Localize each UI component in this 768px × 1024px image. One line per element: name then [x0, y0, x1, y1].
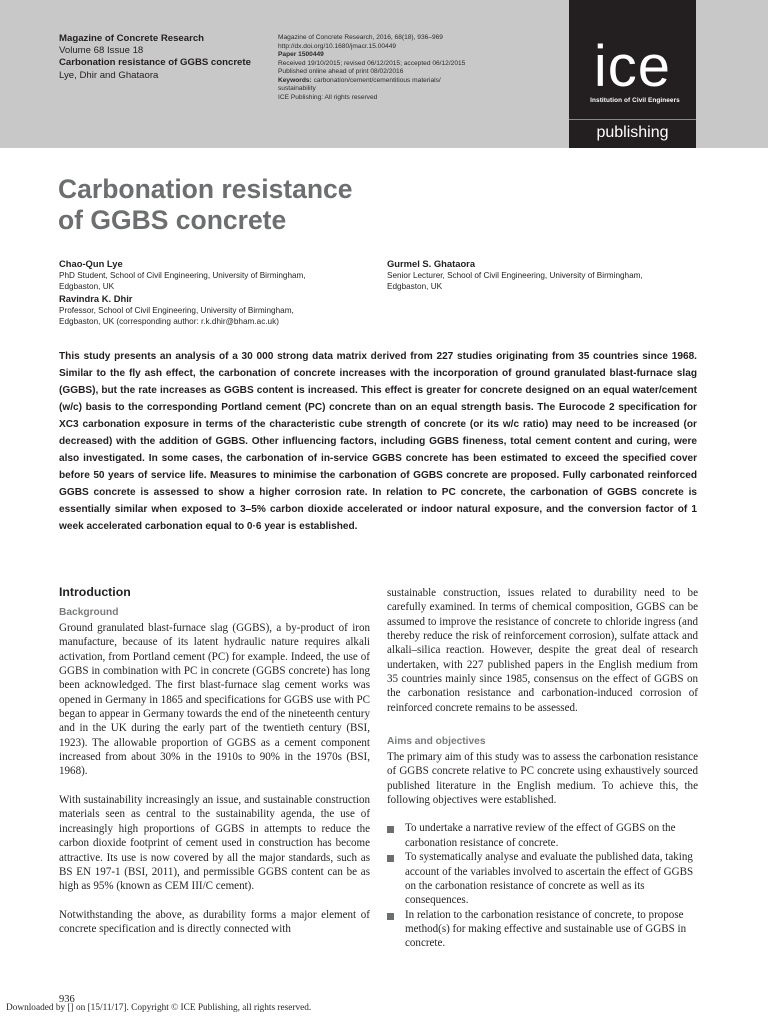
paragraph: sustainable construction, issues related to durability need to be carefully examined. In terms of chemical composition, GGBS can be assumed to improve the resistance of concrete to chloride ingress (and thereby reduce the risk of reinforcement corrosion), sulfate attack and alkali–silica reaction. However, despite the great deal of research undertaken, with 227 published papers in the English medium from 35 countries mainly since 1985, consensus on the effect of GGBS on the carbonation resistance and carbonation-induced corrosion of reinforced concrete remains to be assessed.	[387, 587, 698, 714]
received-dates: Received 19/10/2015; revised 06/12/2015; accepted 06/12/2015	[278, 59, 466, 67]
download-notice: Downloaded by [] on [15/11/17]. Copyright © ICE Publishing, all rights reserved.	[6, 1003, 312, 1013]
objective-item	[387, 850, 698, 907]
running-title: Carbonation resistance of GGBS concrete	[59, 57, 251, 69]
author-affiliation: Professor, School of Civil Engineering, University of Birmingham,	[59, 306, 294, 315]
rights-statement: ICE Publishing: All rights reserved	[278, 93, 378, 101]
keywords-line1: carbonation/cement/cementitious materials/	[313, 76, 441, 84]
paragraph: The primary aim of this study was to assess the carbonation resistance of GGBS concrete relative to PC concrete using exhaustively sourced published literature in the English medium. To achieve this, the following objectives were established.	[387, 751, 698, 807]
ice-logo-publishing: publishing	[596, 124, 669, 141]
journal-volume: Volume 68 Issue 18	[59, 45, 144, 57]
doi-link[interactable]: http://dx.doi.org/10.1680/jmacr.15.00449	[278, 42, 397, 50]
author-name: Gurmel S. Ghataora	[387, 258, 476, 269]
paragraph: With sustainability increasingly an issue, and sustainable construction materials seen as central to the sustainability agenda, the use of increasingly high proportions of GGBS in attempts to reduce the carbon dioxide footprint of cement used in construction has become attractive. Its use is now covered by all the major standards, such as BS EN 197-1 (BSI, 2011), and permissible GGBS content can be as high as 95% (known as CEM III/C cement).	[59, 794, 370, 893]
keywords-label: Keywords:	[278, 76, 312, 84]
square-bullet-icon	[387, 826, 394, 833]
author-affiliation: PhD Student, School of Civil Engineering, University of Birmingham,	[59, 271, 306, 280]
objective-text: In relation to the carbonation resistance of concrete, to propose method(s) for making effective and sustainable use of GGBS in concrete.	[405, 908, 687, 950]
ice-logo-institution: Institution of Civil Engineers	[590, 97, 680, 104]
page-number: 936	[59, 994, 75, 1005]
objective-text: To undertake a narrative review of the effect of GGBS on the carbonation resistance of concrete.	[405, 822, 676, 849]
body-column-right	[387, 586, 698, 951]
author-affiliation: Edgbaston, UK	[387, 282, 443, 292]
ice-logo-divider	[569, 119, 696, 120]
author-lye	[59, 258, 359, 293]
square-bullet-icon	[387, 913, 394, 920]
objectives-list	[387, 821, 698, 950]
keywords-line2: sustainability	[278, 85, 316, 93]
author-affiliation: Edgbaston, UK	[59, 282, 115, 292]
keywords	[278, 77, 523, 86]
author-name: Ravindra K. Dhir	[59, 293, 133, 304]
author-affiliation: Senior Lecturer, School of Civil Engineering, University of Birmingham,	[387, 271, 643, 280]
author-dhir	[59, 293, 359, 328]
ice-logo-mark: ice	[593, 34, 672, 99]
objective-item	[387, 908, 698, 951]
square-bullet-icon	[387, 855, 394, 862]
body-column-left	[59, 585, 370, 951]
section-heading-introduction: Introduction	[59, 585, 131, 599]
author-ghataora	[387, 258, 697, 293]
paper-number: Paper 1500449	[278, 51, 324, 59]
journal-name: Magazine of Concrete Research	[59, 33, 205, 44]
paragraph: Ground granulated blast-furnace slag (GGBS), a by-product of iron manufacture, because of its latent hydraulic nature requires alkali activation, from Portland cement (PC) for example. Indeed, the use of GGBS in combination with PC in concrete (GGBS concrete) has long been acknowledged. The first blast-furnace slag cement works was opened in Germany in 1865 and specifications for GGBS use with PC began to appear in Germany towards the end of the nineteenth century and in the UK during the early part of the twentieth century (BSI, 1923). The allowable proportion of GGBS as a cement component increased from about 30% in the 1910s to 90% in the 1970s (BSI, 1968).	[59, 622, 370, 778]
author-name: Chao-Qun Lye	[59, 258, 123, 269]
article-title	[58, 174, 518, 236]
subheading-aims-objectives: Aims and objectives	[387, 736, 486, 748]
abstract: This study presents an analysis of a 30 000 strong data matrix derived from 227 studies originating from 35 countries since 1968. Similar to the fly ash effect, the carbonation of concrete increases with the incorporation of ground granulated blast-furnace slag (GGBS), but the rate increases as GGBS content is increased. This effect is greater for concrete designed on an equal water/cement (w/c) basis to the corresponding Portland cement (PC) concrete than on an equal strength basis. The Eurocode 2 specification for XC3 carbonation exposure in terms of the characteristic cube strength of concrete (or its w/c ratio) may need to be increased (or decreased) with the addition of GGBS. Other influencing factors, including GGBS fineness, total cement content and curing, were also investigated. In some cases, the carbonation of in-service GGBS concrete has been estimated to exceed the specified cover before 50 years of service life. Measures to minimise the carbonation of GGBS concrete are proposed. Fully carbonated reinforced GGBS concrete is assessed to show a higher corrosion rate. In relation to PC concrete, the carbonation of GGBS concrete is essentially similar when exposed to 3–5% carbon dioxide accelerated or indoor natural exposure, and the conversion factor of 1 week accelerated carbonation equal to 0·6 year is established.	[59, 351, 697, 533]
subheading-background: Background	[59, 607, 119, 618]
journal-info	[59, 33, 269, 82]
running-authors: Lye, Dhir and Ghataora	[59, 69, 159, 81]
article-title-line1: Carbonation resistance	[58, 174, 353, 204]
objective-item	[387, 821, 698, 850]
article-metadata	[278, 34, 523, 102]
paragraph: Notwithstanding the above, as durability forms a major element of concrete specification and is directly connected with	[59, 908, 370, 936]
citation: Magazine of Concrete Research, 2016, 68(18), 936–969	[278, 34, 443, 41]
objective-text: To systematically analyse and evaluate the published data, taking account of the variables involved to ascertain the effect of GGBS on the carbonation resistance of concrete as well as its consequences.	[405, 851, 694, 907]
article-title-line2: of GGBS concrete	[58, 205, 287, 235]
author-affiliation[interactable]: Edgbaston, UK (corresponding author: r.k.dhir@bham.ac.uk)	[59, 317, 279, 327]
ice-publishing-logo	[569, 0, 696, 148]
published-date: Published online ahead of print 08/02/2016	[278, 68, 404, 76]
